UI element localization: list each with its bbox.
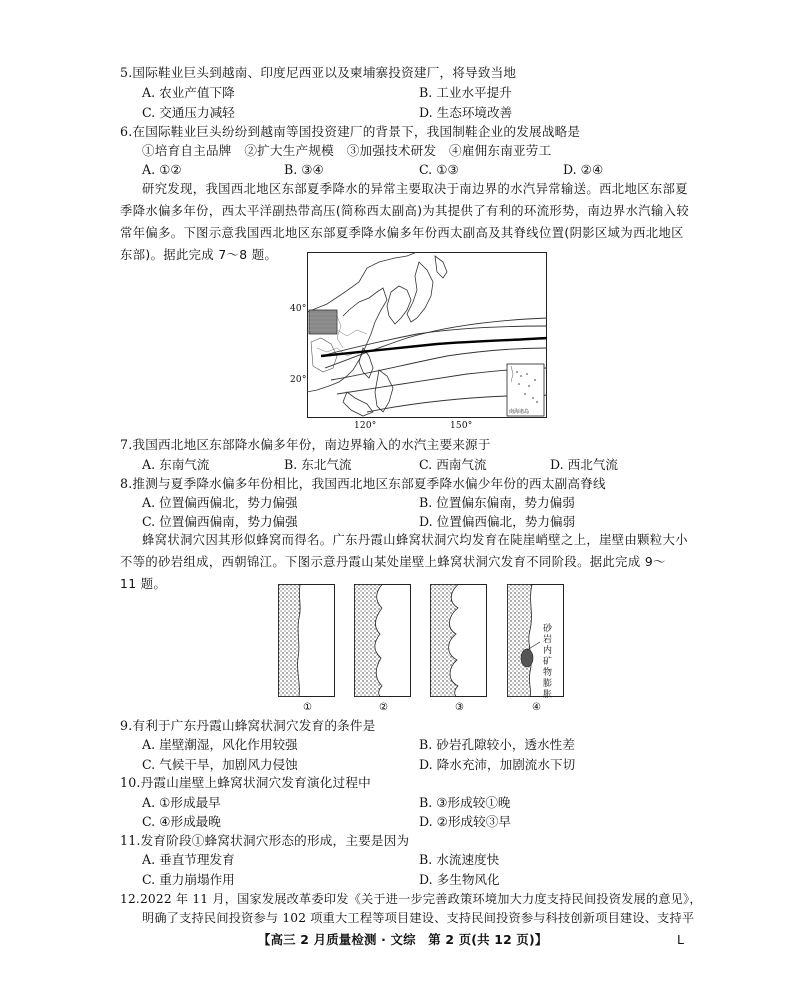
stage-label-4: ④ [532,702,541,712]
passage-2-line-1: 蜂窝状洞穴因其形似蜂窝而得名。广东丹霞山蜂窝状洞穴均发育在陡崖峭壁之上，崖壁由颗粒大小 [142,533,688,547]
q10-stem: 10.丹霞山崖壁上蜂窝状洞穴发育演化过程中 [120,775,371,790]
q7-option-d: D. 西北气流 [550,457,619,472]
q8-option-b: B. 位置偏东偏南，势力偏弱 [419,495,575,510]
q9-option-a: A. 崖壁潮湿，风化作用较强 [142,737,298,752]
q6-items: ①培育自主品牌 ②扩大生产规模 ③加强技术研发 ④雇佣东南亚劳工 [142,143,552,158]
stage-4-note: 砂岩内矿物膨胀 [543,624,553,700]
q5-option-a: A. 农业产值下降 [142,85,235,100]
q8-stem: 8.推测与夏季降水偏多年份相比，我国西北地区东部夏季降水偏少年份的西太副高脊线 [120,476,606,491]
q9-option-b: B. 砂岩孔隙较小，透水性差 [419,737,575,752]
q11-option-b: B. 水流速度快 [419,852,500,867]
q7-stem: 7.我国西北地区东部降水偏多年份，南边界输入的水汽主要来源于 [120,437,491,452]
page-code: L [677,932,685,947]
passage-1-line-2: 季降水偏多年份，西太平洋副热带高压(简称西太副高)为其提供了有利的环流形势，南边界水汽输入较 [120,204,690,218]
q5-option-b: B. 工业水平提升 [419,85,512,100]
lon-120-label: 120° [354,421,377,431]
q6-option-b: B. ③④ [284,162,324,177]
q10-option-d: D. ②形成较③早 [419,814,511,829]
q8-option-d: D. 位置偏西偏北，势力偏弱 [419,514,576,529]
passage-1-line-4: 东部)。据此完成 7～8 题。 [120,248,278,262]
page-footer: 【高三 2 月质量检测 · 文综 第 2 页(共 12 页)】 [258,932,548,947]
q11-option-c: C. 重力崩塌作用 [142,872,235,887]
q6-option-d: D. ②④ [563,162,604,177]
q12-line-1: 12.2022 年 11 月，国家发展改革委印发《关于进一步完善政策环境加大力度支持民间投资发展的意见》， [120,892,702,906]
q10-option-c: C. ④形成最晚 [142,814,221,829]
q7-option-c: C. 西南气流 [419,457,487,472]
q9-option-c: C. 气候干旱，加剧风力侵蚀 [142,757,298,772]
q10-option-b: B. ③形成较①晚 [419,795,511,810]
q9-stem: 9.有利于广东丹霞山蜂窝状洞穴发育的条件是 [120,718,376,733]
stage-1-rock [279,585,301,697]
q6-option-a: A. ①② [142,162,182,177]
q7-option-a: A. 东南气流 [142,457,210,472]
q5-option-c: C. 交通压力减轻 [142,105,235,120]
q10-option-a: A. ①形成最早 [142,795,221,810]
honeycomb-cave-stages-figure [278,584,564,712]
passage-2-line-3: 11 题。 [120,577,167,591]
q6-option-c: C. ①③ [419,162,459,177]
passage-1-line-1: 研究发现，我国西北地区东部夏季降水的异常主要取决于南边界的水汽异常输送。西北地区东部夏 [142,182,688,196]
q6-stem: 6.在国际鞋业巨头纷纷到越南等国投资建厂的背景下，我国制鞋企业的发展战略是 [120,124,581,139]
q11-option-d: D. 多生物风化 [419,872,500,887]
q9-option-d: D. 降水充沛，加剧流水下切 [419,757,576,772]
stage-label-2: ② [379,702,388,712]
q11-stem: 11.发育阶段①蜂窝状洞穴形态的形成，主要是因为 [120,833,410,848]
lat-20-label: 20° [290,375,307,385]
q7-option-b: B. 东北气流 [284,457,352,472]
lat-40-label: 40° [290,304,307,314]
stage-4-rock [508,585,533,697]
q5-stem: 5.国际鞋业巨头到越南、印度尼西亚以及柬埔寨投资建厂，将导致当地 [120,65,517,80]
inset-label: 南海诸岛 [509,409,530,415]
q8-option-c: C. 位置偏西偏南，势力偏强 [142,514,298,529]
stage-label-3: ③ [455,702,464,712]
q11-option-a: A. 垂直节理发育 [142,852,235,867]
passage-1-line-3: 常年偏多。下图示意我国西北地区东部夏季降水偏多年份西太副高及其脊线位置(阴影区域为西北地区 [120,226,684,240]
west-pacific-subtropical-high-map [307,252,547,418]
q12-line-2: 明确了支持民间投资参与 102 项重大工程等项目建设、支持民间投资参与科技创新项目建设、支持平 [142,911,695,925]
passage-2-line-2: 不等的砂岩组成，西朝锦江。下图示意丹霞山某处崖壁上蜂窝状洞穴发育不同阶段。据此完成 9～ [120,555,666,569]
mineral-swelling-mark [521,649,533,667]
stage-label-1: ① [303,702,312,712]
lon-150-label: 150° [450,421,473,431]
q5-option-d: D. 生态环境改善 [419,105,513,120]
q8-option-a: A. 位置偏西偏北，势力偏强 [142,495,298,510]
